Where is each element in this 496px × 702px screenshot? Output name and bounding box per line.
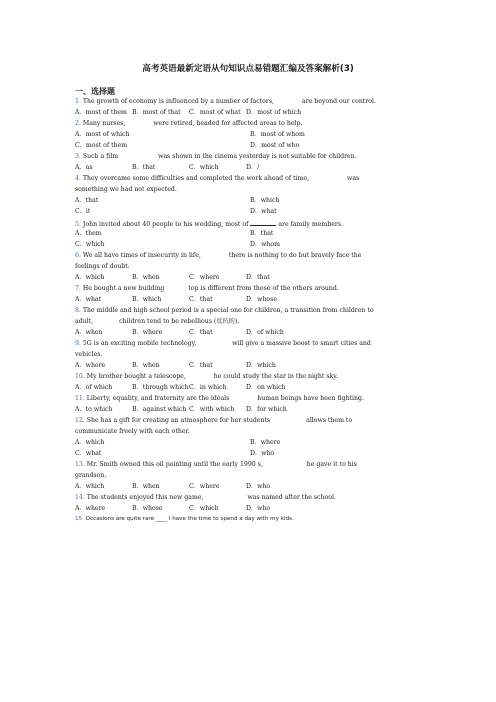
option-c[interactable]: C．where — [189, 274, 220, 281]
option-c[interactable]: C．that — [189, 329, 213, 336]
question-number: 13. — [75, 461, 85, 468]
option-b[interactable]: B．most of that — [132, 109, 181, 116]
option-c[interactable]: C．what — [75, 450, 102, 457]
option-b[interactable]: B．through which — [132, 384, 189, 391]
question-text: Such a film — [80, 153, 119, 160]
option-c[interactable]: C．it — [75, 208, 91, 215]
question-continuation: something we had not expected. — [75, 186, 177, 193]
option-a[interactable]: A．that — [75, 197, 99, 204]
option-c[interactable]: C．that — [189, 296, 213, 303]
option-b[interactable]: B．that — [250, 230, 274, 237]
question-text: was named after the school. — [247, 494, 336, 501]
option-b[interactable]: B．where — [250, 439, 281, 446]
question-continuation: grandson. — [75, 472, 107, 479]
question-text: 5G is an exciting mobile technology, — [80, 340, 197, 347]
question-text: Many nurses, — [80, 120, 126, 127]
option-a[interactable]: A．which — [75, 274, 105, 281]
option-d[interactable]: D．of which — [246, 329, 284, 336]
option-c[interactable]: C．which — [189, 164, 219, 171]
question-number: 6. — [75, 252, 81, 259]
question-text: She has a gift for creating an atmosphere for her students — [84, 417, 271, 424]
question-number: 14. — [75, 494, 85, 501]
option-a[interactable]: A．to which — [75, 406, 113, 413]
question-continuation: vehicles. — [75, 351, 103, 358]
question-number: 11. — [75, 395, 85, 402]
option-c[interactable]: C．with which — [189, 406, 235, 413]
question-text: Liberty, equality, and fraternity are the ideals — [84, 395, 230, 402]
question-text: They overcame some difficulties and completed the work ahead of time, — [80, 175, 310, 182]
option-d[interactable]: D．most of which — [246, 109, 302, 116]
option-d[interactable]: D．for which — [246, 406, 287, 413]
question-number: 3. — [75, 153, 81, 160]
question-text: The students enjoyed this new game, — [84, 494, 204, 501]
question-text: will give a massive boost to smart cities and — [232, 340, 371, 347]
question-number: 4. — [75, 175, 81, 182]
question-number: 2. — [75, 120, 81, 127]
option-b[interactable]: B．when — [132, 274, 160, 281]
option-d[interactable]: D．that — [246, 274, 270, 281]
question-text: there is nothing to do but bravely face the — [228, 252, 362, 259]
question-text: adult, — [75, 318, 94, 325]
question-13 — [75, 462, 425, 473]
question-number: 9. — [75, 340, 81, 347]
section-heading: 一、选择题 — [75, 87, 115, 96]
question-text: was — [347, 175, 360, 182]
option-b[interactable]: B．where — [132, 329, 163, 336]
option-b[interactable]: B．most of whom — [250, 131, 305, 138]
question-9 — [75, 341, 425, 352]
answer-blank — [250, 220, 276, 226]
document-title: 高考英语最新定语从句知识点易错题汇编及答案解析(3) — [142, 64, 354, 74]
option-c[interactable]: C．which — [189, 505, 219, 512]
option-b[interactable]: B．whose — [132, 505, 163, 512]
question-text: allows them to — [306, 417, 353, 424]
question-continuation: communicate freely with each other. — [75, 428, 190, 435]
options-row — [75, 209, 425, 220]
option-b[interactable]: B．when — [132, 483, 160, 490]
option-c[interactable]: C．most of them — [75, 142, 128, 149]
question-continuation: feelings of doubt. — [75, 263, 130, 270]
option-d[interactable]: D．who — [250, 450, 275, 457]
question-number: 7. — [75, 285, 81, 292]
question-number: 12. — [75, 417, 85, 424]
option-a[interactable]: A．where — [75, 505, 106, 512]
option-a[interactable]: A．when — [75, 329, 103, 336]
option-b[interactable]: B．which — [250, 197, 280, 204]
option-a[interactable]: A．most of them — [75, 109, 127, 116]
option-a[interactable]: A．where — [75, 362, 106, 369]
question-text: top is different from those of the others around. — [188, 285, 339, 292]
option-b[interactable]: B．against which — [132, 406, 187, 413]
option-d[interactable]: D．what — [250, 208, 277, 215]
option-b[interactable]: B．when — [132, 362, 160, 369]
question-number: 5. — [75, 221, 81, 228]
option-d[interactable]: D．who — [246, 505, 271, 512]
option-a[interactable]: A．what — [75, 296, 102, 303]
question-text: The growth of economy is influenced by a number of factors, — [80, 98, 274, 105]
option-a[interactable]: A．which — [75, 483, 105, 490]
question-text: were retired, headed for affected areas to help. — [153, 120, 303, 127]
question-number: 8. — [75, 307, 81, 314]
option-d[interactable]: D．whose — [246, 296, 277, 303]
question-text: human beings have been fighting. — [257, 395, 364, 402]
question-text: My brother bought a telescope, — [84, 373, 186, 380]
option-a[interactable]: A．as — [75, 164, 93, 171]
question-number: 1. — [75, 98, 81, 105]
question-text: Mr. Smith owned this oil painting until the early 1990 s, — [84, 461, 263, 468]
question-text: he could study the star in the night sky. — [213, 373, 338, 380]
question-text: are family members. — [278, 221, 343, 228]
question-15 — [75, 517, 425, 528]
option-d[interactable]: D．who — [246, 483, 271, 490]
option-b[interactable]: B．that — [132, 164, 156, 171]
question-text: Occasions are quite rare ____ I have the time to spend a day with my kids. — [83, 516, 294, 522]
question-list — [75, 99, 425, 528]
question-text: John invited about 40 people to his wedding, most of — [80, 221, 249, 228]
option-a[interactable]: A．them — [75, 230, 102, 237]
question-text: We all have times of insecurity in life, — [80, 252, 201, 259]
option-a[interactable]: A．which — [75, 439, 105, 446]
question-text: he gave it to his — [306, 461, 357, 468]
option-b[interactable]: B．which — [132, 296, 162, 303]
option-c[interactable]: C．that — [189, 362, 213, 369]
question-number: 15. — [75, 516, 84, 522]
option-a[interactable]: A．of which — [75, 384, 113, 391]
option-d[interactable]: D．whom — [250, 241, 281, 248]
option-a[interactable]: A．most of which — [75, 131, 130, 138]
question-text: was shown in the cinema yesterday is not suitable for children. — [158, 153, 357, 160]
question-number: 10. — [75, 373, 85, 380]
question-text: are beyond our control. — [301, 98, 376, 105]
option-c[interactable]: C．where — [189, 483, 220, 490]
question-text: The middle and high school period is a special one for children, a transition from children to — [80, 307, 374, 314]
option-d[interactable]: D．on which — [246, 384, 286, 391]
question-text: children tend to be rebellious (反抗的). — [119, 318, 240, 325]
option-c[interactable]: C．in which — [189, 384, 227, 391]
question-text: He bought a new building — [80, 285, 165, 292]
option-d[interactable]: D．most of who — [250, 142, 300, 149]
option-d[interactable]: D．/ — [246, 164, 260, 171]
option-d[interactable]: D．which — [246, 362, 276, 369]
option-c[interactable]: C．most of what — [189, 109, 241, 116]
option-c[interactable]: C．which — [75, 241, 105, 248]
